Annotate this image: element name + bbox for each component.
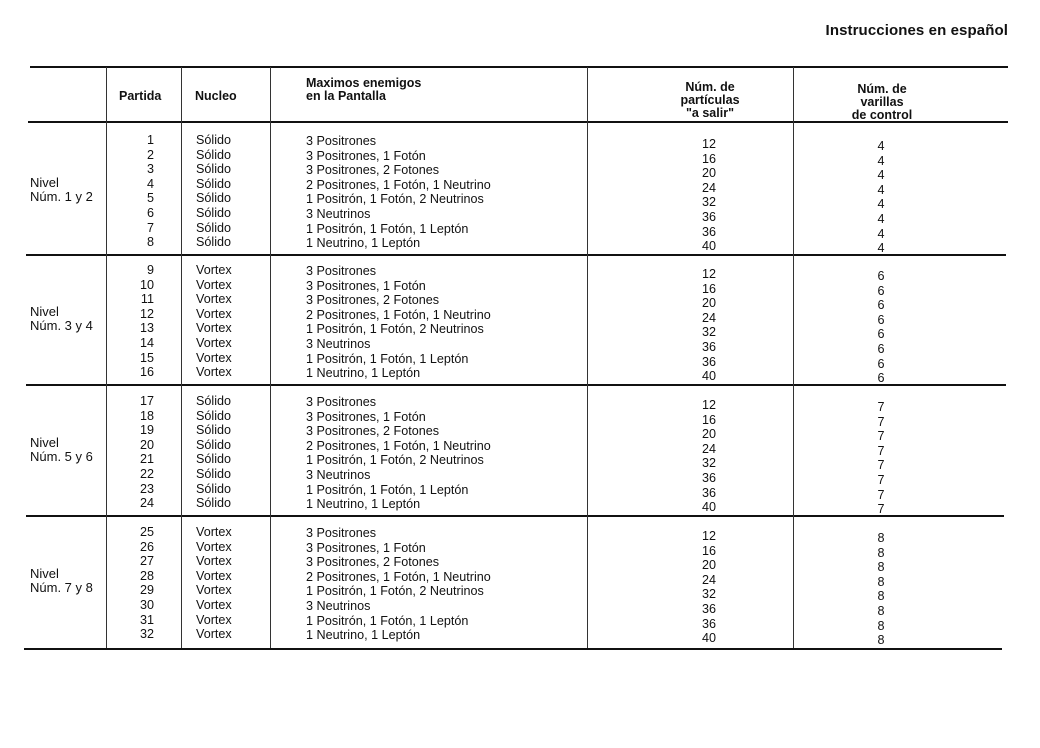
cell-enemigos: 3 Positrones xyxy=(306,264,377,278)
cell-enemigos: 3 Positrones xyxy=(306,134,377,148)
cell-particulas: 12 xyxy=(701,529,716,543)
cell-partida: 4 xyxy=(146,176,154,191)
cell-nucleo: Vortex xyxy=(196,335,232,350)
cell-particulas: 36 xyxy=(701,485,716,500)
column-nucleo xyxy=(196,394,266,511)
cell-partida: 10 xyxy=(139,277,154,292)
cell-enemigos: 3 Neutrinos xyxy=(306,336,371,351)
header-particulas-line: partículas xyxy=(680,93,740,107)
header-varillas-line: Núm. de xyxy=(857,82,907,96)
cell-partida: 14 xyxy=(139,335,154,350)
cell-enemigos: 1 Positrón, 1 Fotón, 2 Neutrinos xyxy=(306,584,484,599)
cell-nucleo: Sólido xyxy=(196,176,232,191)
cell-enemigos: 3 Positrones, 2 Fotones xyxy=(306,163,440,178)
cell-nucleo: Vortex xyxy=(196,350,232,365)
cell-varillas: 8 xyxy=(877,531,885,545)
level-label-line: Nivel xyxy=(30,304,59,319)
cell-nucleo: Sólido xyxy=(196,437,232,452)
cell-varillas: 7 xyxy=(877,502,885,517)
header-varillas-line: de control xyxy=(851,108,913,122)
header-nucleo: Nucleo xyxy=(195,89,237,103)
cell-partida: 13 xyxy=(139,321,154,336)
cell-nucleo: Vortex xyxy=(196,525,232,539)
column-varillas xyxy=(852,139,910,256)
cell-varillas: 4 xyxy=(877,182,885,197)
cell-varillas: 4 xyxy=(877,139,885,153)
level-label-line: Núm. 3 y 4 xyxy=(30,318,93,333)
column-particulas xyxy=(680,137,738,254)
cell-varillas: 7 xyxy=(877,443,885,458)
cell-varillas: 6 xyxy=(877,269,885,283)
cell-nucleo: Vortex xyxy=(196,554,232,569)
header-varillas-line: varillas xyxy=(860,95,904,109)
cell-enemigos: 1 Positrón, 1 Fotón, 1 Leptón xyxy=(306,613,469,628)
column-partida xyxy=(110,394,154,511)
column-nucleo xyxy=(196,133,266,250)
level-label-line: Nivel xyxy=(30,566,59,581)
cell-varillas: 6 xyxy=(877,298,885,313)
column-varillas xyxy=(852,269,910,386)
cell-partida: 32 xyxy=(139,627,154,642)
column-enemigos xyxy=(306,526,581,643)
cell-varillas: 4 xyxy=(877,211,885,226)
cell-particulas: 12 xyxy=(701,137,716,151)
cell-varillas: 8 xyxy=(877,633,885,648)
cell-particulas: 20 xyxy=(701,427,716,442)
level-label-line: Núm. 1 y 2 xyxy=(30,189,93,204)
column-enemigos xyxy=(306,134,581,251)
table-bottom-rule xyxy=(24,648,1002,650)
cell-partida: 12 xyxy=(139,306,154,321)
cell-particulas: 24 xyxy=(701,180,716,195)
cell-partida: 25 xyxy=(139,525,154,539)
cell-partida: 20 xyxy=(139,437,154,452)
cell-nucleo: Sólido xyxy=(196,147,232,162)
cell-particulas: 36 xyxy=(701,616,716,631)
cell-partida: 17 xyxy=(139,394,154,408)
cell-particulas: 16 xyxy=(701,151,716,166)
cell-partida: 30 xyxy=(139,597,154,612)
cell-particulas: 24 xyxy=(701,572,716,587)
cell-varillas: 4 xyxy=(877,168,885,183)
header-particulas xyxy=(660,81,760,120)
cell-partida: 27 xyxy=(139,554,154,569)
level-label-line: Núm. 5 y 6 xyxy=(30,449,93,464)
cell-enemigos: 3 Positrones, 1 Fotón xyxy=(306,540,426,555)
cell-partida: 29 xyxy=(139,583,154,598)
cell-nucleo: Sólido xyxy=(196,452,232,467)
level-label-line: Nivel xyxy=(30,175,59,190)
cell-nucleo: Vortex xyxy=(196,583,232,598)
cell-nucleo: Sólido xyxy=(196,481,232,496)
cell-enemigos: 1 Positrón, 1 Fotón, 1 Leptón xyxy=(306,351,469,366)
level-label-line: Núm. 7 y 8 xyxy=(30,580,93,595)
cell-partida: 2 xyxy=(146,147,154,162)
cell-varillas: 8 xyxy=(877,603,885,618)
cell-varillas: 7 xyxy=(877,472,885,487)
column-divider xyxy=(106,67,107,648)
cell-varillas: 6 xyxy=(877,312,885,327)
cell-particulas: 20 xyxy=(701,558,716,573)
cell-enemigos: 1 Neutrino, 1 Leptón xyxy=(306,628,421,643)
cell-partida: 28 xyxy=(139,568,154,583)
cell-partida: 26 xyxy=(139,539,154,554)
cell-nucleo: Vortex xyxy=(196,539,232,554)
cell-varillas: 7 xyxy=(877,429,885,444)
level-label xyxy=(30,567,93,595)
cell-enemigos: 3 Positrones xyxy=(306,395,377,409)
cell-nucleo: Sólido xyxy=(196,496,232,511)
cell-varillas: 6 xyxy=(877,341,885,356)
cell-enemigos: 3 Neutrinos xyxy=(306,206,371,221)
page-title: Instrucciones en español xyxy=(825,22,1008,39)
cell-enemigos: 3 Positrones, 2 Fotones xyxy=(306,424,440,439)
cell-particulas: 16 xyxy=(701,543,716,558)
header-particulas-line: Núm. de xyxy=(685,80,735,94)
cell-particulas: 16 xyxy=(701,412,716,427)
cell-nucleo: Vortex xyxy=(196,321,232,336)
cell-enemigos: 3 Positrones xyxy=(306,526,377,540)
cell-particulas: 36 xyxy=(701,470,716,485)
header-partida: Partida xyxy=(119,89,162,103)
cell-particulas: 36 xyxy=(701,601,716,616)
cell-nucleo: Vortex xyxy=(196,306,232,321)
cell-partida: 22 xyxy=(139,466,154,481)
column-partida xyxy=(110,263,154,380)
column-divider xyxy=(270,67,271,648)
cell-enemigos: 1 Positrón, 1 Fotón, 1 Leptón xyxy=(306,482,469,497)
cell-partida: 8 xyxy=(146,235,154,250)
cell-nucleo: Vortex xyxy=(196,612,232,627)
cell-partida: 18 xyxy=(139,408,154,423)
cell-enemigos: 2 Positrones, 1 Fotón, 1 Neutrino xyxy=(306,177,491,192)
cell-nucleo: Vortex xyxy=(196,627,232,642)
cell-particulas: 36 xyxy=(701,209,716,224)
column-varillas xyxy=(852,531,910,648)
table-top-rule xyxy=(30,66,1008,68)
cell-enemigos: 1 Positrón, 1 Fotón, 2 Neutrinos xyxy=(306,322,484,337)
header-enemigos xyxy=(306,77,421,103)
column-enemigos xyxy=(306,395,581,512)
column-enemigos xyxy=(306,264,581,381)
cell-partida: 31 xyxy=(139,612,154,627)
cell-enemigos: 3 Neutrinos xyxy=(306,467,371,482)
cell-enemigos: 3 Positrones, 2 Fotones xyxy=(306,555,440,570)
level-label xyxy=(30,176,93,204)
column-particulas xyxy=(680,267,738,384)
cell-particulas: 32 xyxy=(701,587,716,602)
level-label xyxy=(30,436,93,464)
cell-partida: 24 xyxy=(139,496,154,511)
cell-varillas: 7 xyxy=(877,458,885,473)
header-varillas xyxy=(832,83,932,122)
cell-partida: 23 xyxy=(139,481,154,496)
cell-nucleo: Sólido xyxy=(196,394,232,408)
cell-partida: 21 xyxy=(139,452,154,467)
column-divider xyxy=(181,67,182,648)
cell-nucleo: Sólido xyxy=(196,235,232,250)
cell-particulas: 40 xyxy=(701,369,716,384)
column-particulas xyxy=(680,398,738,515)
header-enemigos-line: en la Pantalla xyxy=(306,89,386,103)
cell-nucleo: Sólido xyxy=(196,220,232,235)
cell-varillas: 6 xyxy=(877,283,885,298)
cell-partida: 19 xyxy=(139,423,154,438)
cell-particulas: 16 xyxy=(701,281,716,296)
cell-enemigos: 1 Positrón, 1 Fotón, 1 Leptón xyxy=(306,221,469,236)
cell-enemigos: 1 Neutrino, 1 Leptón xyxy=(306,236,421,251)
cell-particulas: 32 xyxy=(701,195,716,210)
cell-enemigos: 1 Neutrino, 1 Leptón xyxy=(306,366,421,381)
cell-particulas: 32 xyxy=(701,325,716,340)
cell-enemigos: 3 Positrones, 1 Fotón xyxy=(306,148,426,163)
cell-nucleo: Vortex xyxy=(196,263,232,277)
cell-particulas: 36 xyxy=(701,354,716,369)
cell-varillas: 7 xyxy=(877,487,885,502)
cell-partida: 11 xyxy=(140,292,154,307)
cell-particulas: 12 xyxy=(701,398,716,412)
cell-nucleo: Sólido xyxy=(196,408,232,423)
cell-nucleo: Vortex xyxy=(196,365,232,380)
cell-varillas: 4 xyxy=(877,226,885,241)
cell-nucleo: Sólido xyxy=(196,205,232,220)
cell-nucleo: Vortex xyxy=(196,568,232,583)
cell-enemigos: 2 Positrones, 1 Fotón, 1 Neutrino xyxy=(306,438,491,453)
header-enemigos-line: Maximos enemigos xyxy=(306,76,422,90)
cell-partida: 15 xyxy=(139,350,154,365)
cell-enemigos: 2 Positrones, 1 Fotón, 1 Neutrino xyxy=(306,307,491,322)
column-particulas xyxy=(680,529,738,646)
cell-particulas: 20 xyxy=(701,296,716,311)
cell-particulas: 40 xyxy=(701,239,716,254)
cell-nucleo: Vortex xyxy=(196,597,232,612)
cell-varillas: 7 xyxy=(877,414,885,429)
column-divider xyxy=(793,67,794,648)
cell-particulas: 24 xyxy=(701,310,716,325)
cell-nucleo: Sólido xyxy=(196,133,232,147)
cell-particulas: 40 xyxy=(701,631,716,646)
cell-nucleo: Vortex xyxy=(196,277,232,292)
column-partida xyxy=(110,133,154,250)
cell-varillas: 4 xyxy=(877,153,885,168)
cell-partida: 7 xyxy=(146,220,154,235)
cell-enemigos: 3 Neutrinos xyxy=(306,598,371,613)
cell-partida: 16 xyxy=(139,365,154,380)
cell-partida: 6 xyxy=(146,205,154,220)
cell-varillas: 4 xyxy=(877,241,885,256)
column-divider xyxy=(587,67,588,648)
cell-enemigos: 3 Positrones, 2 Fotones xyxy=(306,293,440,308)
cell-partida: 9 xyxy=(146,263,154,277)
cell-particulas: 12 xyxy=(701,267,716,281)
header-particulas-line: "a salir" xyxy=(686,106,734,120)
column-nucleo xyxy=(196,525,266,642)
cell-enemigos: 1 Neutrino, 1 Leptón xyxy=(306,497,421,512)
cell-particulas: 32 xyxy=(701,456,716,471)
cell-partida: 3 xyxy=(146,162,154,177)
column-nucleo xyxy=(196,263,266,380)
cell-varillas: 8 xyxy=(877,589,885,604)
cell-varillas: 8 xyxy=(877,574,885,589)
cell-varillas: 8 xyxy=(877,560,885,575)
cell-enemigos: 3 Positrones, 1 Fotón xyxy=(306,409,426,424)
cell-varillas: 6 xyxy=(877,327,885,342)
cell-particulas: 24 xyxy=(701,441,716,456)
level-label xyxy=(30,305,93,333)
cell-enemigos: 1 Positrón, 1 Fotón, 2 Neutrinos xyxy=(306,192,484,207)
level-label-line: Nivel xyxy=(30,435,59,450)
cell-nucleo: Vortex xyxy=(196,292,232,307)
cell-enemigos: 3 Positrones, 1 Fotón xyxy=(306,278,426,293)
cell-varillas: 8 xyxy=(877,618,885,633)
cell-varillas: 6 xyxy=(877,356,885,371)
cell-particulas: 36 xyxy=(701,224,716,239)
cell-nucleo: Sólido xyxy=(196,466,232,481)
cell-particulas: 20 xyxy=(701,166,716,181)
column-partida xyxy=(110,525,154,642)
cell-particulas: 40 xyxy=(701,500,716,515)
cell-particulas: 36 xyxy=(701,339,716,354)
cell-partida: 1 xyxy=(146,133,154,147)
cell-varillas: 8 xyxy=(877,545,885,560)
cell-varillas: 4 xyxy=(877,197,885,212)
cell-nucleo: Sólido xyxy=(196,191,232,206)
cell-varillas: 6 xyxy=(877,371,885,386)
cell-partida: 5 xyxy=(146,191,154,206)
cell-nucleo: Sólido xyxy=(196,423,232,438)
cell-varillas: 7 xyxy=(877,400,885,414)
cell-nucleo: Sólido xyxy=(196,162,232,177)
cell-enemigos: 1 Positrón, 1 Fotón, 2 Neutrinos xyxy=(306,453,484,468)
column-varillas xyxy=(852,400,910,517)
cell-enemigos: 2 Positrones, 1 Fotón, 1 Neutrino xyxy=(306,569,491,584)
